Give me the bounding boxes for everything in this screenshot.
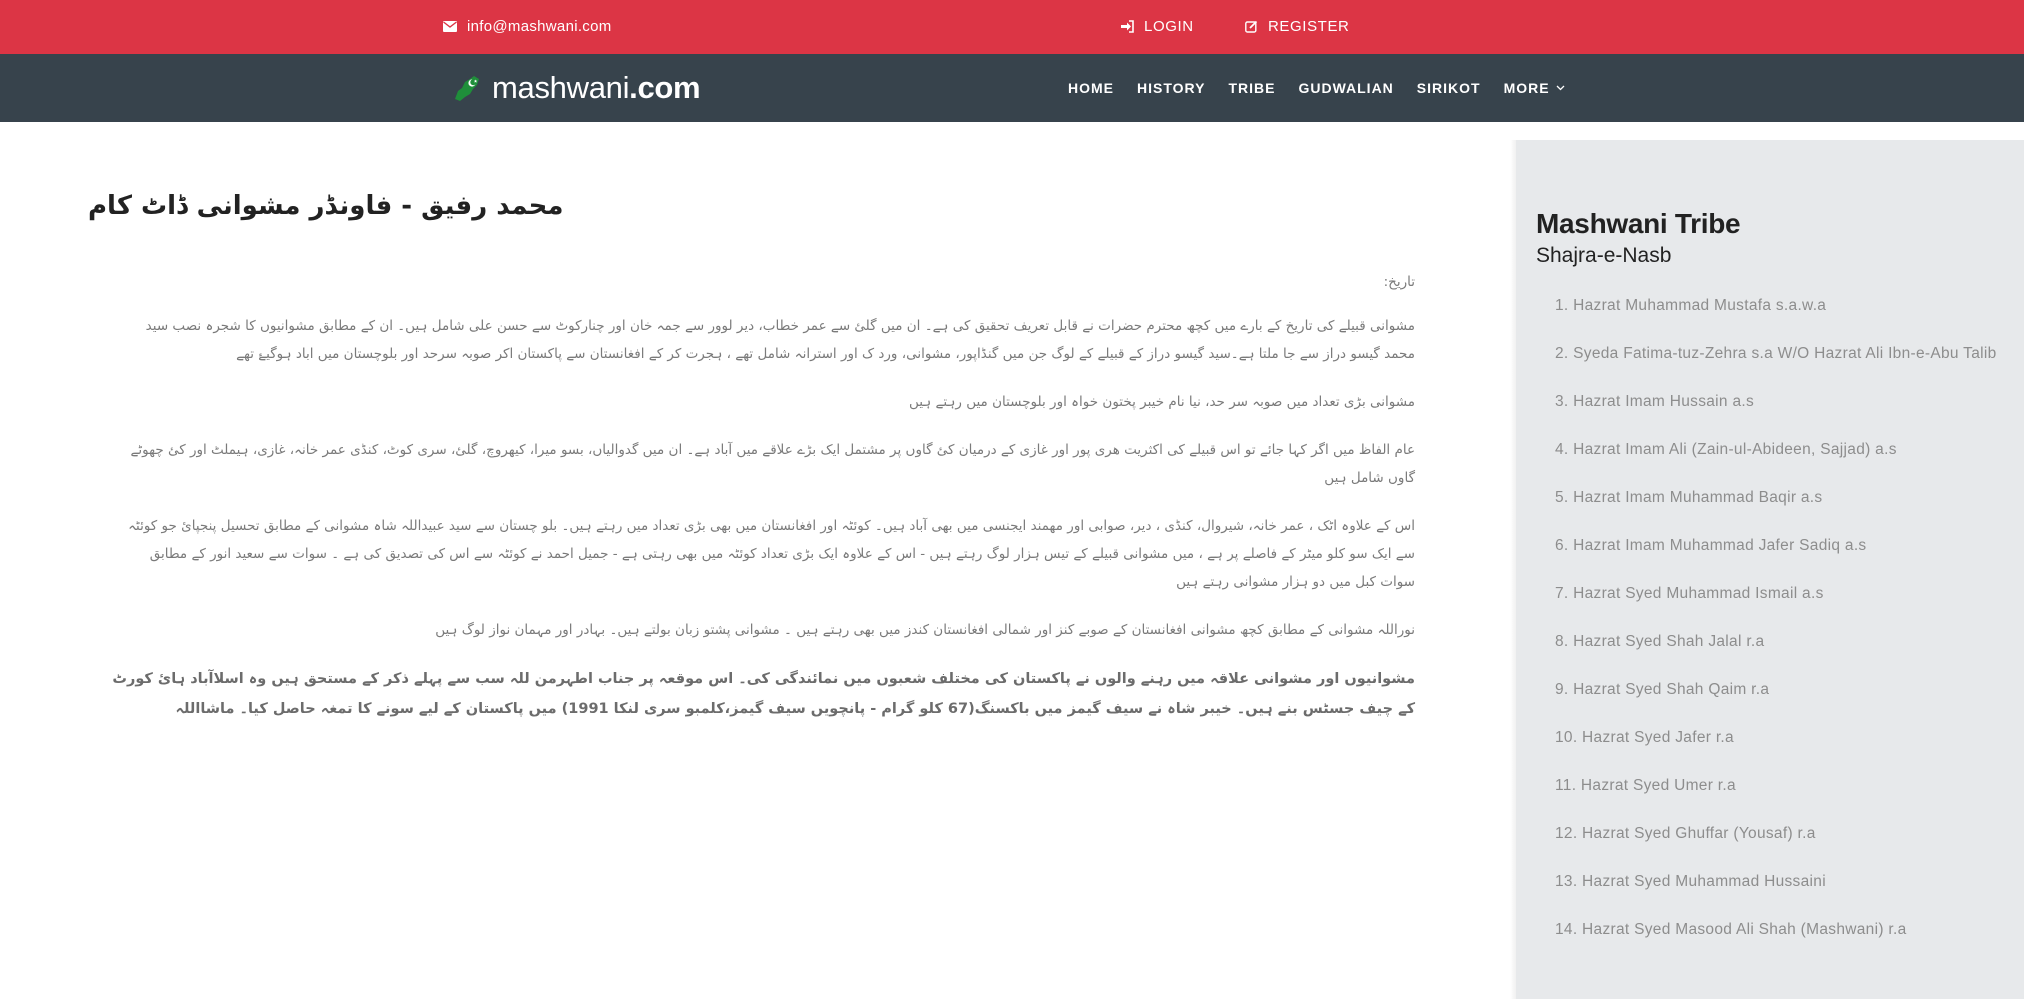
lineage-item[interactable]: 9. Hazrat Syed Shah Qaim r.a <box>1555 681 1770 698</box>
article-paragraph: مشوانی بڑی تعداد میں صوبہ سر حد، نیا نام خیبر پختون خواہ اور بلوچستان میں رہتے ہیں <box>908 394 1415 410</box>
article-paragraph: نوراللہ مشوانی کے مطابق کچھ مشوانی افغانستان کے صوبے کنز اور شمالی افغانستان کندز میں بھی رہتے ہیں ۔ مشوانی پشتو زبان بولتے ہیں۔ بہادر اور مہمان نواز لوگ ہیں <box>435 622 1415 638</box>
page-title-wrap <box>88 186 564 226</box>
nav-item-label: TRIBE <box>1228 80 1276 96</box>
login-link[interactable] <box>1121 14 1194 38</box>
nav-item-label: MORE <box>1503 80 1550 96</box>
article-paragraph: اس کے علاوہ اٹک ، عمر خانہ، شیروال، کنڈی ، دیر، صوابی اور مھمند ایجنسی میں بھی آباد ہیں۔ کوئٹہ اور افغانستان میں بھی بڑی تعداد میں رہتے ہیں۔ بلو چستان سے سید عبیداللہ شاہ مشوانی کے مطابق تحسیل پنجپائ جو کوئٹہ سے ایک سو کلو میٹر کے فاصلے پر ہے ، میں مشوانی قبیلے کے تیس ہزار لوگ رہتے ہیں - اس کے علاوہ ایک بڑی تعداد کوئٹہ میں بھی رہتی ہے - جمیل احمد نے کوئٹہ سے اس کی تصدیق کی ہے ۔ سوات سے سعید انور کے مطابق سوات کبل میں دو ہزار مشوانی رہتے ہیں <box>128 518 1415 590</box>
sidebar-subtitle: Shajra-e-Nasb <box>1536 244 1672 267</box>
nav-item-gudwalian[interactable] <box>1298 80 1393 96</box>
nav-item-history[interactable] <box>1137 80 1205 96</box>
brand-name-domain: .com <box>629 70 701 105</box>
sidebar-title: Mashwani Tribe <box>1536 208 1741 239</box>
lineage-item[interactable]: 1. Hazrat Muhammad Mustafa s.a.w.a <box>1555 297 1827 314</box>
lineage-item[interactable]: 8. Hazrat Syed Shah Jalal r.a <box>1555 633 1765 650</box>
lineage-item[interactable]: 7. Hazrat Syed Muhammad Ismail a.s <box>1555 585 1824 602</box>
top-bar <box>0 0 2024 54</box>
article-paragraph: عام الفاظ میں اگر کہا جائے تو اس قبیلے کی اکثریت هری پور اور غازی کے درمیان کئ گاوں پر مشتمل ایک بڑے علاقے میں آباد ہے۔ ان میں گدوالیاں، بسو میرا، کیھروچ، گلئ، سری کوٹ، کنڈی عمر خانہ، غازی، ہیملٹ اور کئ چھوٹے گاوں شامل ہیں <box>130 442 1415 486</box>
lineage-item[interactable]: 5. Hazrat Imam Muhammad Baqir a.s <box>1555 489 1823 506</box>
nav-item-tribe[interactable] <box>1228 80 1275 96</box>
lineage-item[interactable]: 11. Hazrat Syed Umer r.a <box>1555 777 1736 794</box>
article-body <box>112 268 1415 744</box>
lineage-item[interactable]: 13. Hazrat Syed Muhammad Hussaini <box>1555 873 1826 890</box>
nav-menu <box>1068 76 1588 100</box>
nav-item-label: GUDWALIAN <box>1298 80 1394 96</box>
main-content <box>88 122 1415 999</box>
lineage-item[interactable]: 2. Syeda Fatima-tuz-Zehra s.a W/O Hazrat Ali Ibn-e-Abu Talib <box>1555 345 1997 362</box>
sign-in-icon <box>1121 20 1134 33</box>
sidebar <box>1516 140 2024 999</box>
nav-item-label: HISTORY <box>1137 80 1206 96</box>
lineage-list <box>1555 292 2010 964</box>
nav-item-more[interactable] <box>1504 80 1565 96</box>
nav-item-sirikot[interactable] <box>1417 80 1481 96</box>
login-label: LOGIN <box>1144 17 1194 35</box>
nav-item-home[interactable] <box>1068 80 1114 96</box>
article-label: تاریخ: <box>1383 274 1415 290</box>
site-logo[interactable] <box>452 66 700 110</box>
article-paragraph: مشوانی قبیلے کی تاریخ کے بارے میں کچھ محترم حضرات نے قابل تعریف تحقیق کی ہے۔ ان میں گلئ سے عمر خطاب، دیر لوور سے جمہ خان اور چنارکوٹ سے حسن علی شامل ہیں۔ ان کے مطابق مشوانیوں کا شجرہ نصب سید محمد گیسو دراز سے جا ملتا ہے۔سید گیسو دراز کے قبیلے کے لوگ جن میں گنڈاپور، مشوانی، ورد ک اور استرانہ شامل تھے ، ہجرت کر کے افغانستان سے پاکستان اکر صوبہ سرحد اور بلوچستان میں اباد ہوگیۓ تھے <box>145 318 1415 362</box>
pakistan-flag-map-icon <box>452 73 484 103</box>
email-text: info@mashwani.com <box>467 17 612 35</box>
register-link[interactable] <box>1245 14 1349 38</box>
brand-name-main: mashwani <box>492 70 630 105</box>
nav-item-label: HOME <box>1068 80 1114 96</box>
contact-email[interactable] <box>443 14 612 38</box>
lineage-item[interactable]: 12. Hazrat Syed Ghuffar (Yousaf) r.a <box>1555 825 1816 842</box>
lineage-item[interactable]: 14. Hazrat Syed Masood Ali Shah (Mashwani) r.a <box>1555 921 1907 938</box>
lineage-item[interactable]: 3. Hazrat Imam Hussain a.s <box>1555 393 1755 410</box>
brand-name <box>492 70 700 106</box>
edit-icon <box>1245 20 1258 33</box>
lineage-item[interactable]: 6. Hazrat Imam Muhammad Jafer Sadiq a.s <box>1555 537 1867 554</box>
envelope-icon <box>443 21 457 32</box>
main-navbar <box>0 54 2024 122</box>
lineage-item[interactable]: 10. Hazrat Syed Jafer r.a <box>1555 729 1734 746</box>
lineage-item[interactable]: 4. Hazrat Imam Ali (Zain-ul-Abideen, Sajjad) a.s <box>1555 441 1897 458</box>
register-label: REGISTER <box>1268 17 1350 35</box>
nav-item-label: SIRIKOT <box>1416 80 1481 96</box>
chevron-down-icon <box>1556 85 1565 91</box>
page-title: محمد رفیق - فاونڈر مشوانی ڈاٹ کام <box>88 191 564 221</box>
article-bold-paragraph: مشوانیوں اور مشوانی علاقہ میں رہنے والوں نے پاکستان کی مختلف شعبوں میں نمائندگی کی۔ اس موقعہ پر جناب اطہرمن للہ سب سے پہلے ذکر کے مستحق ہیں وہ اسلاآباد ہائ کورٹ کے چیف جسٹس بنے ہیں۔ خیبر شاہ نے سیف گیمز میں باکسنگ(67 کلو گرام - پانچویں سیف گیمز،کلمبو سری لنکا 1991) میں پاکستان کے لیے سونے کا تمغہ حاصل کیا۔ ماشااللہ <box>112 671 1415 717</box>
sidebar-shadow <box>1510 140 1516 999</box>
